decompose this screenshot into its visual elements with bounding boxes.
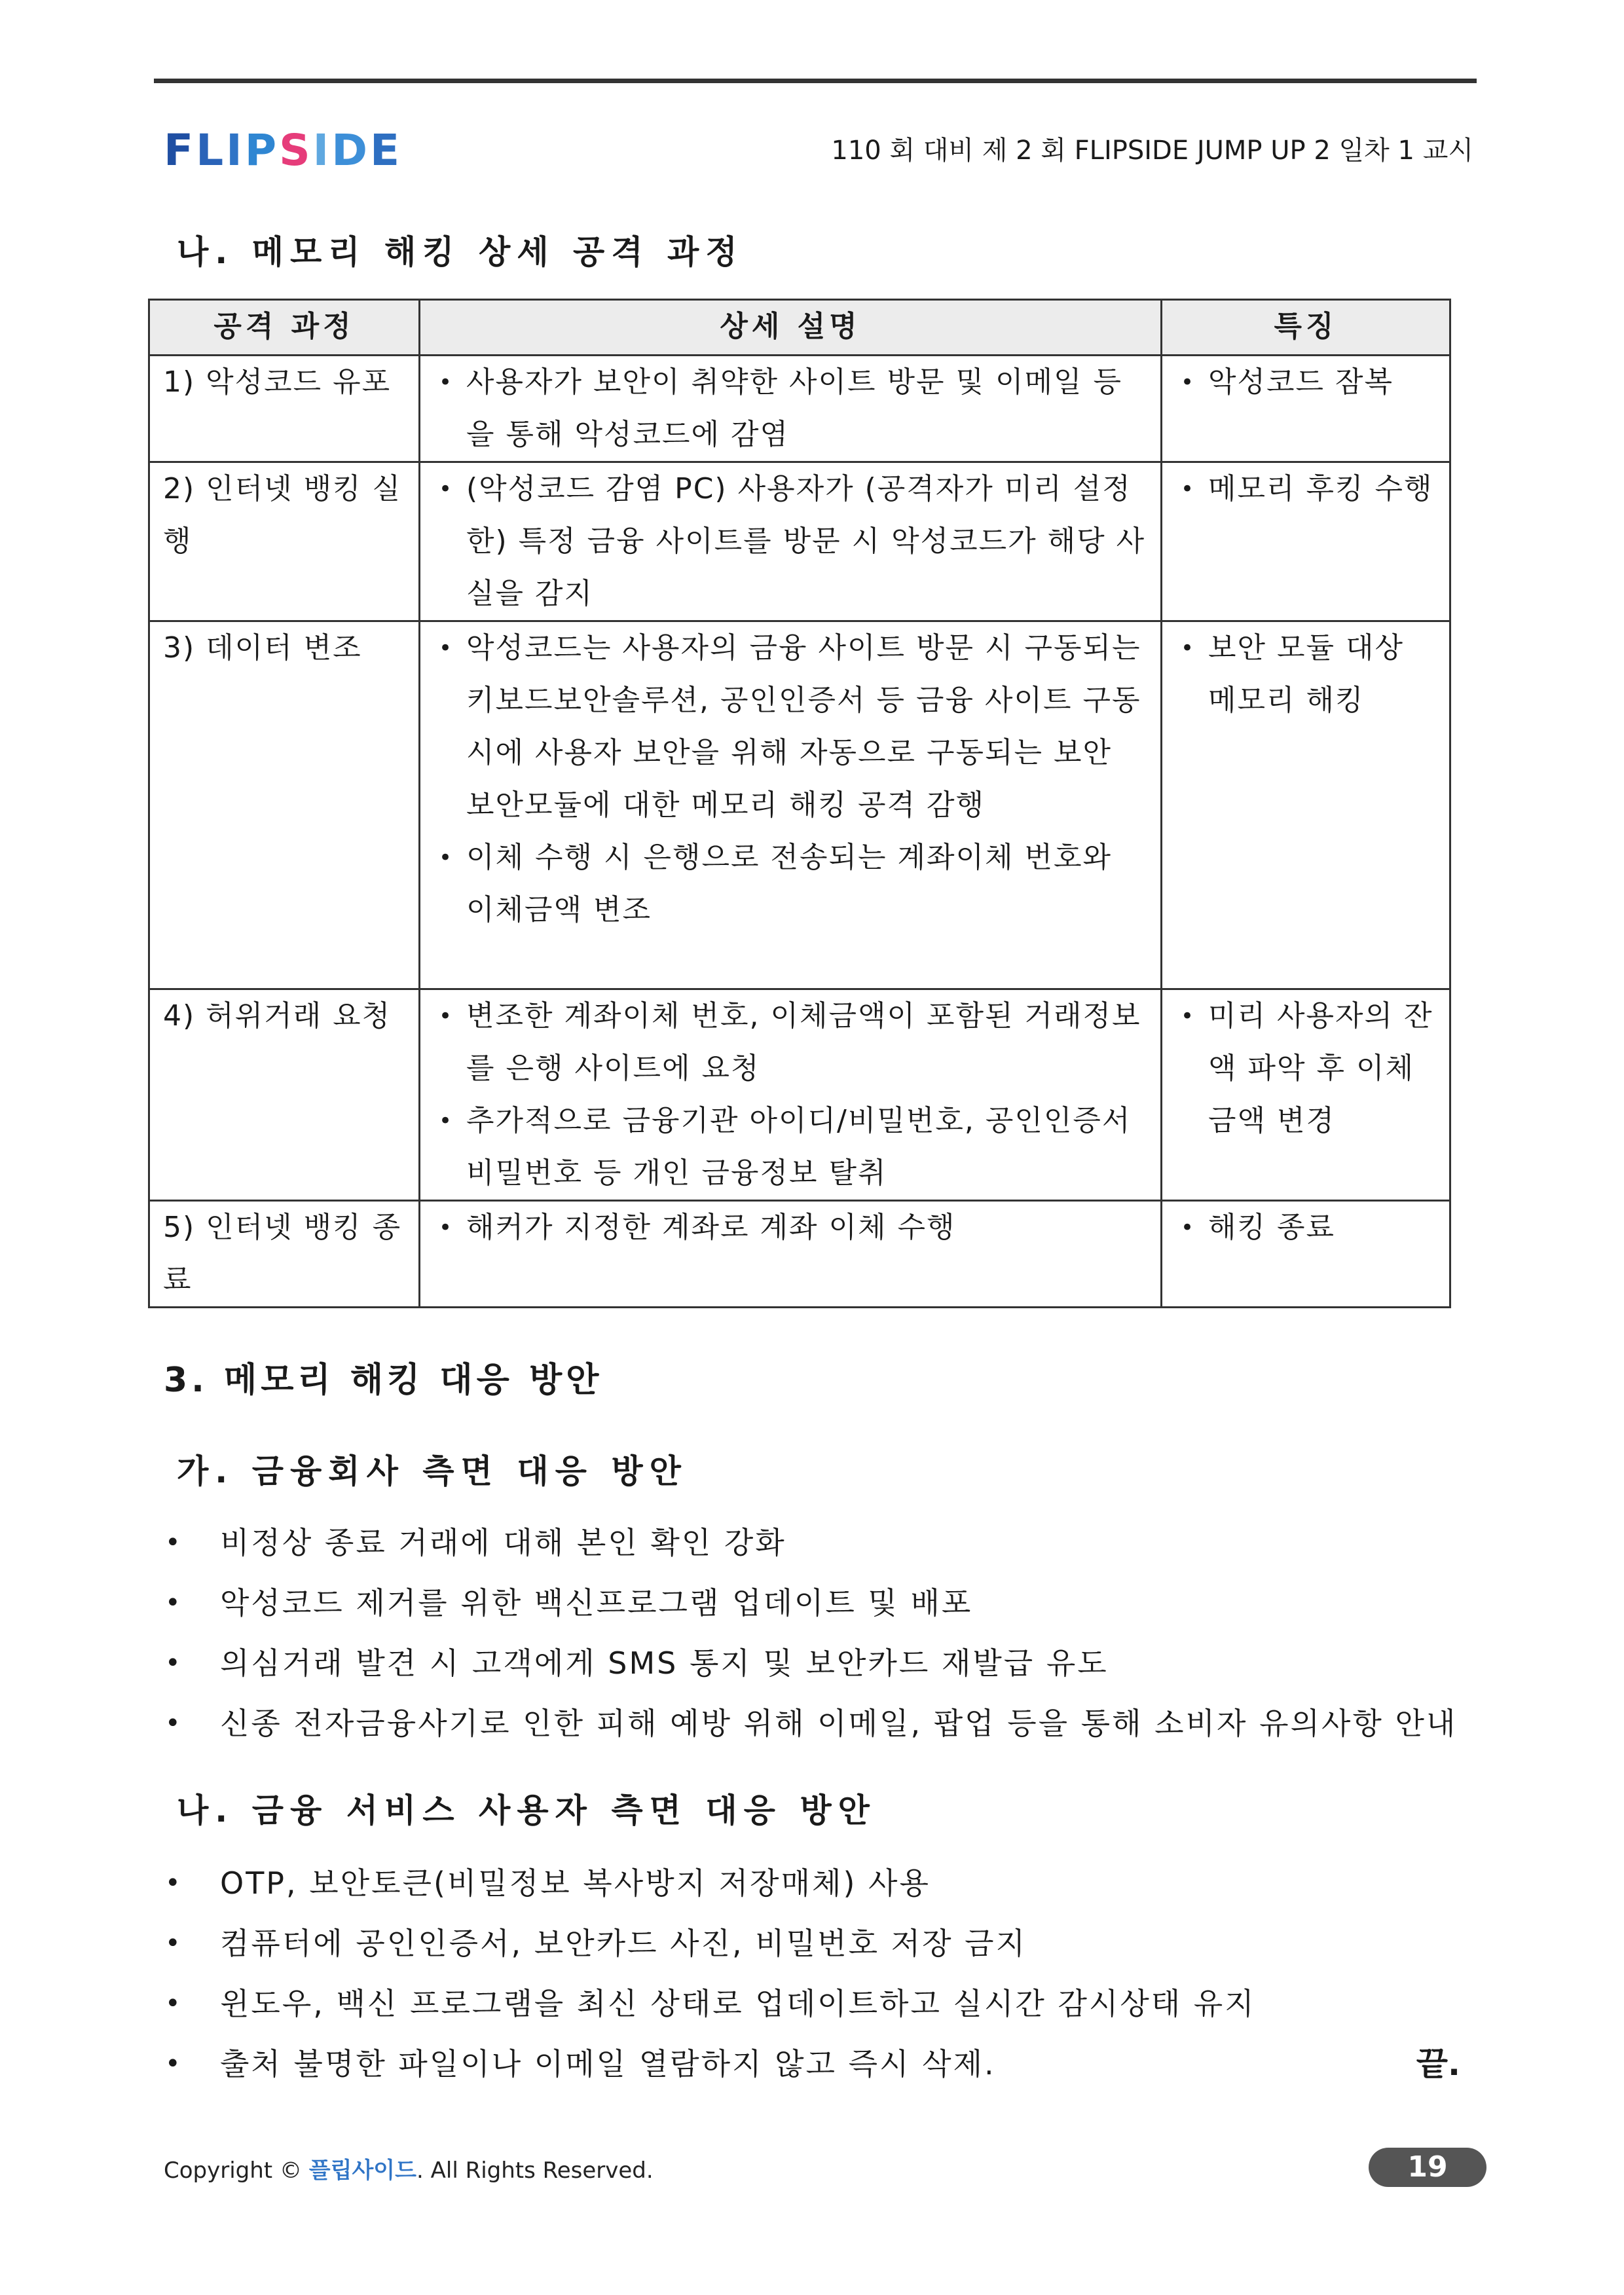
feature-cell [1162, 1201, 1450, 1308]
description-cell [420, 1201, 1162, 1308]
feature-item: • 보안 모듈 대상 메모리 해킹 [1208, 622, 1436, 727]
description-item: • 해커가 지정한 계좌로 계좌 이체 수행 [466, 1202, 1147, 1254]
description-item: • 변조한 계좌이체 번호, 이체금액이 포함된 거래정보를 은행 사이트에 요청 [466, 990, 1147, 1095]
stage-cell: 5) 인터넷 뱅킹 종료 [149, 1201, 420, 1308]
page-number-badge: 19 [1369, 2148, 1486, 2187]
table-header-feature: 특징 [1162, 300, 1450, 356]
description-item: • 추가적으로 금융기관 아이디/비밀번호, 공인인증서 비밀번호 등 개인 금융정보 탈취 [466, 1095, 1147, 1200]
description-cell [420, 356, 1162, 462]
feature-cell [1162, 621, 1450, 989]
copyright-prefix: Copyright © [164, 2157, 302, 2184]
description-item: • (악성코드 감염 PC) 사용자가 (공격자가 미리 설정한) 특정 금융 사이트를 방문 시 악성코드가 해당 사실을 감지 [466, 463, 1147, 620]
description-cell [420, 621, 1162, 989]
copyright-footer [164, 2154, 654, 2187]
document-header-title: 110 회 대비 제 2 회 FLIPSIDE JUMP UP 2 일차 1 교시 [831, 136, 1473, 166]
table-header-stage: 공격 과정 [149, 300, 420, 356]
table-row [149, 989, 1450, 1201]
list-item: • 신종 전자금융사기로 인한 피해 예방 위해 이메일, 팝업 등을 통해 소비자 유의사항 안내 [164, 1693, 1473, 1753]
financial-company-measures-list [164, 1513, 1473, 1753]
list-item: • OTP, 보안토큰(비밀정보 복사방지 저장매체) 사용 [164, 1853, 1473, 1913]
description-cell [420, 462, 1162, 621]
section-title-financial-company: 가. 금융회사 측면 대응 방안 [177, 1452, 688, 1490]
service-user-measures-list [164, 1853, 1473, 2094]
list-item: • 컴퓨터에 공인인증서, 보안카드 사진, 비밀번호 저장 금지 [164, 1913, 1473, 1974]
description-item: • 악성코드는 사용자의 금융 사이트 방문 시 구동되는 키보드보안솔루션, 공인인증서 등 금융 사이트 구동 시에 사용자 보안을 위해 자동으로 구동되는 보안 보안모듈에 대한 메모리 해킹 공격 감행 [466, 622, 1147, 832]
table-row [149, 1201, 1450, 1308]
description-item: • 이체 수행 시 은행으로 전송되는 계좌이체 번호와 이체금액 변조 [466, 832, 1147, 936]
stage-cell: 4) 허위거래 요청 [149, 989, 420, 1201]
copyright-brand: 플립사이드 [308, 2157, 416, 2184]
table-header-description: 상세 설명 [420, 300, 1162, 356]
list-item: • 출처 불명한 파일이나 이메일 열람하지 않고 즉시 삭제. [164, 2034, 1473, 2094]
section-title-attack-process: 나. 메모리 해킹 상세 공격 과정 [177, 233, 744, 271]
feature-item: • 메모리 후킹 수행 [1208, 463, 1436, 515]
section-title-service-user: 나. 금융 서비스 사용자 측면 대응 방안 [177, 1791, 876, 1829]
table-row [149, 356, 1450, 462]
feature-cell [1162, 356, 1450, 462]
table-row [149, 621, 1450, 989]
description-cell [420, 989, 1162, 1201]
table-header-row [149, 300, 1450, 356]
feature-item: • 해킹 종료 [1208, 1202, 1436, 1254]
list-item: • 악성코드 제거를 위한 백신프로그램 업데이트 및 배포 [164, 1573, 1473, 1633]
section-title-countermeasures: 3. 메모리 해킹 대응 방안 [164, 1361, 603, 1400]
feature-cell [1162, 989, 1450, 1201]
feature-item: • 악성코드 잠복 [1208, 356, 1436, 409]
list-item: • 의심거래 발견 시 고객에게 SMS 통지 및 보안카드 재발급 유도 [164, 1633, 1473, 1693]
feature-item: • 미리 사용자의 잔액 파악 후 이체 금액 변경 [1208, 990, 1436, 1147]
table-row [149, 462, 1450, 621]
stage-cell: 2) 인터넷 뱅킹 실행 [149, 462, 420, 621]
flipside-logo: FLIPSIDE [164, 125, 403, 175]
list-item: • 윈도우, 백신 프로그램을 최신 상태로 업데이트하고 실시간 감시상태 유지 [164, 1974, 1473, 2034]
stage-cell: 1) 악성코드 유포 [149, 356, 420, 462]
feature-cell [1162, 462, 1450, 621]
attack-process-table [148, 299, 1451, 1308]
copyright-suffix: . All Rights Reserved. [416, 2157, 654, 2184]
list-item: • 비정상 종료 거래에 대해 본인 확인 강화 [164, 1513, 1473, 1573]
stage-cell: 3) 데이터 변조 [149, 621, 420, 989]
end-mark: 끝. [1416, 2045, 1460, 2083]
header-rule [154, 79, 1477, 83]
description-item: • 사용자가 보안이 취약한 사이트 방문 및 이메일 등을 통해 악성코드에 감염 [466, 356, 1147, 461]
